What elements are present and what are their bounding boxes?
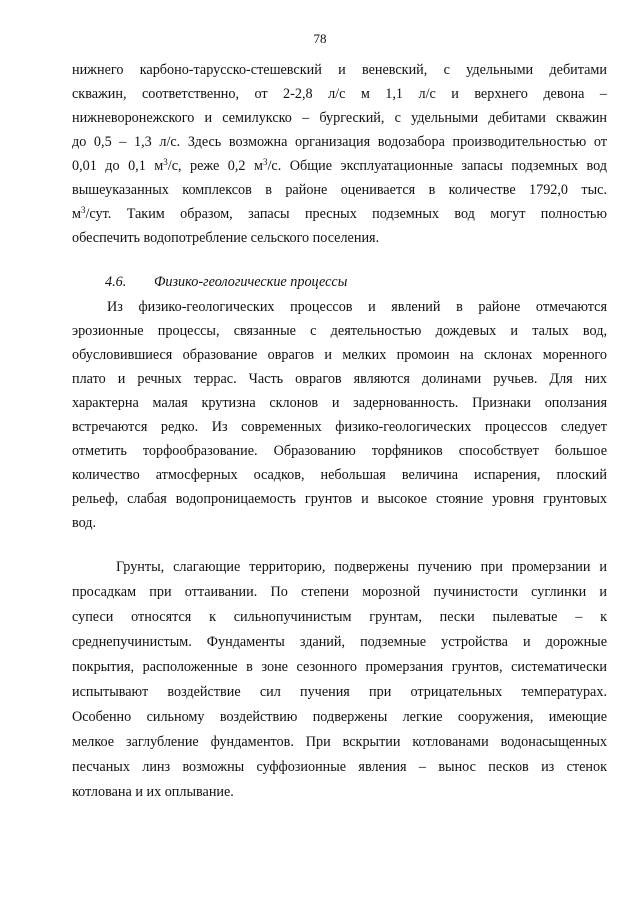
page-number: 78: [313, 31, 327, 46]
text-line: Особенно сильному воздействию подвержены легкие сооружения, имеющие: [72, 709, 607, 725]
text-line: мелкое заглубление фундаментов. При вскрытии котлованами водонасыщенных: [72, 734, 607, 750]
text-line: нижнего карбоно-тарусско-стешевский и веневский, с удельными дебитами: [72, 62, 607, 78]
text-line: Грунты, слагающие территорию, подвержены пучению при промерзании и: [116, 559, 607, 575]
text-line: вышеуказанных комплексов в районе оценивается в количестве 1792,0 тыс.: [72, 182, 607, 198]
section-heading: [105, 270, 347, 294]
text-line: котлована и их оплывание.: [72, 784, 234, 800]
text-fragment: 0,01 до 0,1 м: [72, 158, 164, 174]
paragraph-soils: [72, 555, 607, 805]
section-title: Физико-геологические процессы: [154, 274, 348, 290]
paragraph-water-supply: [72, 58, 607, 250]
text-line: встречаются редко. Из современных физико-геологических процессов следует: [72, 419, 607, 435]
text-fragment: м: [72, 206, 81, 222]
text-line: [72, 154, 607, 178]
text-line: характерна малая крутизна склонов и задернованность. Признаки оползания: [72, 395, 607, 411]
text-line: нижневоронежского и семилукско – бургеский, с удельными дебитами скважин: [72, 110, 607, 126]
superscript: 3: [262, 157, 268, 167]
superscript: 3: [163, 157, 168, 167]
text-line: обеспечить водопотребление сельского поселения.: [72, 230, 380, 246]
text-line: эрозионные процессы, связанные с деятельностью дождевых и талых вод,: [72, 323, 607, 339]
text-line: испытывают воздействие сил пучения при отрицательных температурах.: [72, 684, 607, 700]
text-line: просадкам при оттаивании. По степени морозной пучинистости суглинки и: [72, 584, 607, 600]
text-line: скважин, соответственно, от 2-2,8 л/с м 1,1 л/с и верхнего девона –: [72, 86, 607, 102]
paragraph-erosion: [72, 295, 607, 535]
text-line: обусловившиеся образование оврагов и мелких промоин на склонах моренного: [72, 347, 607, 363]
text-line: покрытия, расположенные в зоне сезонного промерзания грунтов, систематически: [72, 659, 607, 675]
text-line: [72, 202, 607, 226]
section-number: 4.6.: [105, 274, 127, 290]
text-line: отметить торфообразование. Образованию торфяников способствует большое: [72, 443, 607, 459]
text-line: супеси относятся к сильнопучинистым грунтам, пески пылеватые – к: [72, 609, 607, 625]
text-line: плато и речных террас. Часть оврагов являются долинами ручьев. Для них: [72, 371, 607, 387]
text-line: среднепучинистым. Фундаменты зданий, подземные устройства и дорожные: [72, 634, 607, 650]
text-fragment: /с, реже 0,2 м: [167, 158, 263, 174]
text-fragment: /с. Общие эксплуатационные запасы подземных вод: [267, 158, 607, 174]
text-line: вод.: [72, 515, 97, 531]
text-fragment: /сут. Таким образом, запасы пресных подземных вод могут полностью: [85, 206, 607, 222]
text-line: до 0,5 – 1,3 л/с. Здесь возможна организация водозабора производительностью от: [72, 134, 607, 150]
text-line: Из физико-геологических процессов и явлений в районе отмечаются: [107, 299, 607, 315]
text-line: рельеф, слабая водопроницаемость грунтов и высокое стояние уровня грунтовых: [72, 491, 607, 507]
text-line: количество атмосферных осадков, небольшая величина испарения, плоский: [72, 467, 607, 483]
text-line: песчаных линз возможны суффозионные явления – вынос песков из стенок: [72, 759, 607, 775]
superscript: 3: [80, 205, 86, 215]
